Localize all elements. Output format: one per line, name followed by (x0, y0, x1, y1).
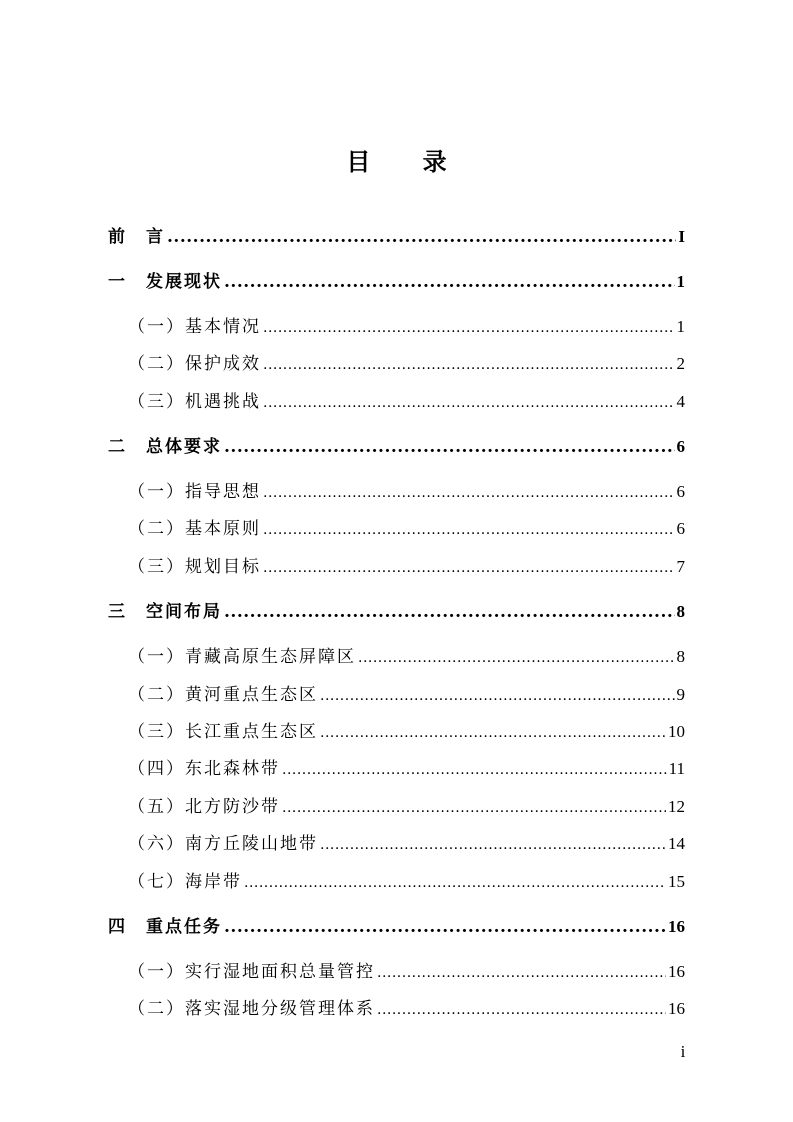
toc-leader-dots (358, 646, 675, 670)
toc-entry-section[interactable] (128, 352, 685, 376)
toc-leader-dots (263, 316, 675, 340)
toc-entry-section[interactable] (128, 480, 685, 504)
toc-leader-dots (263, 353, 675, 377)
toc-leader-dots (263, 391, 675, 415)
toc-entry-page: 2 (676, 354, 685, 373)
page-number-footer: i (680, 1042, 686, 1061)
toc-entry-label: （三）机遇挑战 (128, 392, 261, 412)
toc-entry-page: 16 (668, 962, 685, 981)
toc-entry-label: （四）东北森林带 (128, 759, 280, 779)
toc-entry-section[interactable] (128, 683, 685, 707)
toc-entry-chapter-1[interactable] (108, 270, 685, 294)
toc-leader-dots (263, 518, 675, 542)
toc-entry-label: （五）北方防沙带 (128, 797, 280, 817)
toc-leader-dots (224, 435, 675, 459)
toc-entry-label: （二）黄河重点生态区 (128, 685, 318, 705)
toc-entry-page: 8 (676, 647, 685, 666)
toc-entry-page: I (678, 227, 685, 246)
toc-entry-page: 4 (676, 392, 685, 411)
toc-entry-section[interactable] (128, 960, 685, 984)
toc-entry-label: （一）青藏高原生态屏障区 (128, 647, 356, 667)
toc-entry-page: 6 (676, 482, 685, 501)
toc-leader-dots (224, 600, 675, 624)
toc-entry-page: 6 (676, 519, 685, 538)
toc-entry-page: 1 (676, 317, 685, 336)
toc-entry-section[interactable] (128, 390, 685, 414)
toc-entry-label: 二 总体要求 (108, 437, 222, 457)
toc-leader-dots (244, 871, 666, 895)
toc-entry-label: （二）落实湿地分级管理体系 (128, 999, 375, 1019)
toc-entry-page: 10 (668, 722, 685, 741)
toc-entry-section[interactable] (128, 720, 685, 744)
toc-entry-page: 8 (676, 602, 685, 621)
toc-entry-chapter-2[interactable] (108, 435, 685, 459)
toc-leader-dots (167, 225, 676, 249)
toc-entry-page: 16 (668, 999, 685, 1018)
toc-leader-dots (263, 556, 675, 580)
toc-entry-label: 三 空间布局 (108, 602, 222, 622)
toc-entry-section[interactable] (128, 832, 685, 856)
toc-entry-label: （一）实行湿地面积总量管控 (128, 962, 375, 982)
toc-leader-dots (263, 481, 675, 505)
toc-leader-dots (320, 833, 666, 857)
toc-entry-page: 7 (676, 557, 685, 576)
toc-entry-label: （二）基本原则 (128, 519, 261, 539)
toc-entry-page: 1 (676, 272, 685, 291)
toc-entry-label: （二）保护成效 (128, 354, 261, 374)
toc-entry-section[interactable] (128, 645, 685, 669)
toc-entry-section[interactable] (128, 795, 685, 819)
toc-entry-page: 15 (668, 872, 685, 891)
page-title: 目 录 (346, 147, 469, 176)
toc-entry-page: 14 (668, 834, 685, 853)
toc-entry-section[interactable] (128, 997, 685, 1021)
toc-leader-dots (282, 758, 667, 782)
toc-entry-label: 四 重点任务 (108, 917, 222, 937)
toc-entry-label: 前 言 (108, 227, 165, 247)
toc-leader-dots (320, 721, 666, 745)
toc-entry-label: （三）规划目标 (128, 557, 261, 577)
toc-entry-section[interactable] (128, 870, 685, 894)
toc-entry-page: 12 (668, 797, 685, 816)
toc-entry-label: （一）基本情况 (128, 317, 261, 337)
toc-entry-section[interactable] (128, 757, 685, 781)
toc-entry-section[interactable] (128, 315, 685, 339)
toc-entry-preface[interactable] (108, 225, 685, 249)
toc-leader-dots (320, 684, 675, 708)
toc-leader-dots (224, 915, 666, 939)
toc-entry-page: 6 (676, 437, 685, 456)
toc-leader-dots (377, 998, 666, 1022)
toc-entry-chapter-3[interactable] (108, 600, 685, 624)
toc-leader-dots (224, 270, 675, 294)
toc-entry-page: 9 (676, 685, 685, 704)
toc-entry-chapter-4[interactable] (108, 915, 685, 939)
toc-entry-label: 一 发展现状 (108, 272, 222, 292)
toc-leader-dots (282, 796, 666, 820)
toc-leader-dots (377, 961, 666, 985)
toc-entry-page: 11 (668, 759, 685, 778)
toc-entry-label: （六）南方丘陵山地带 (128, 834, 318, 854)
toc-entry-label: （七）海岸带 (128, 872, 242, 892)
toc-entry-section[interactable] (128, 517, 685, 541)
toc-entry-label: （一）指导思想 (128, 482, 261, 502)
toc-entry-label: （三）长江重点生态区 (128, 722, 318, 742)
toc-entry-section[interactable] (128, 555, 685, 579)
toc-entry-page: 16 (668, 917, 685, 936)
